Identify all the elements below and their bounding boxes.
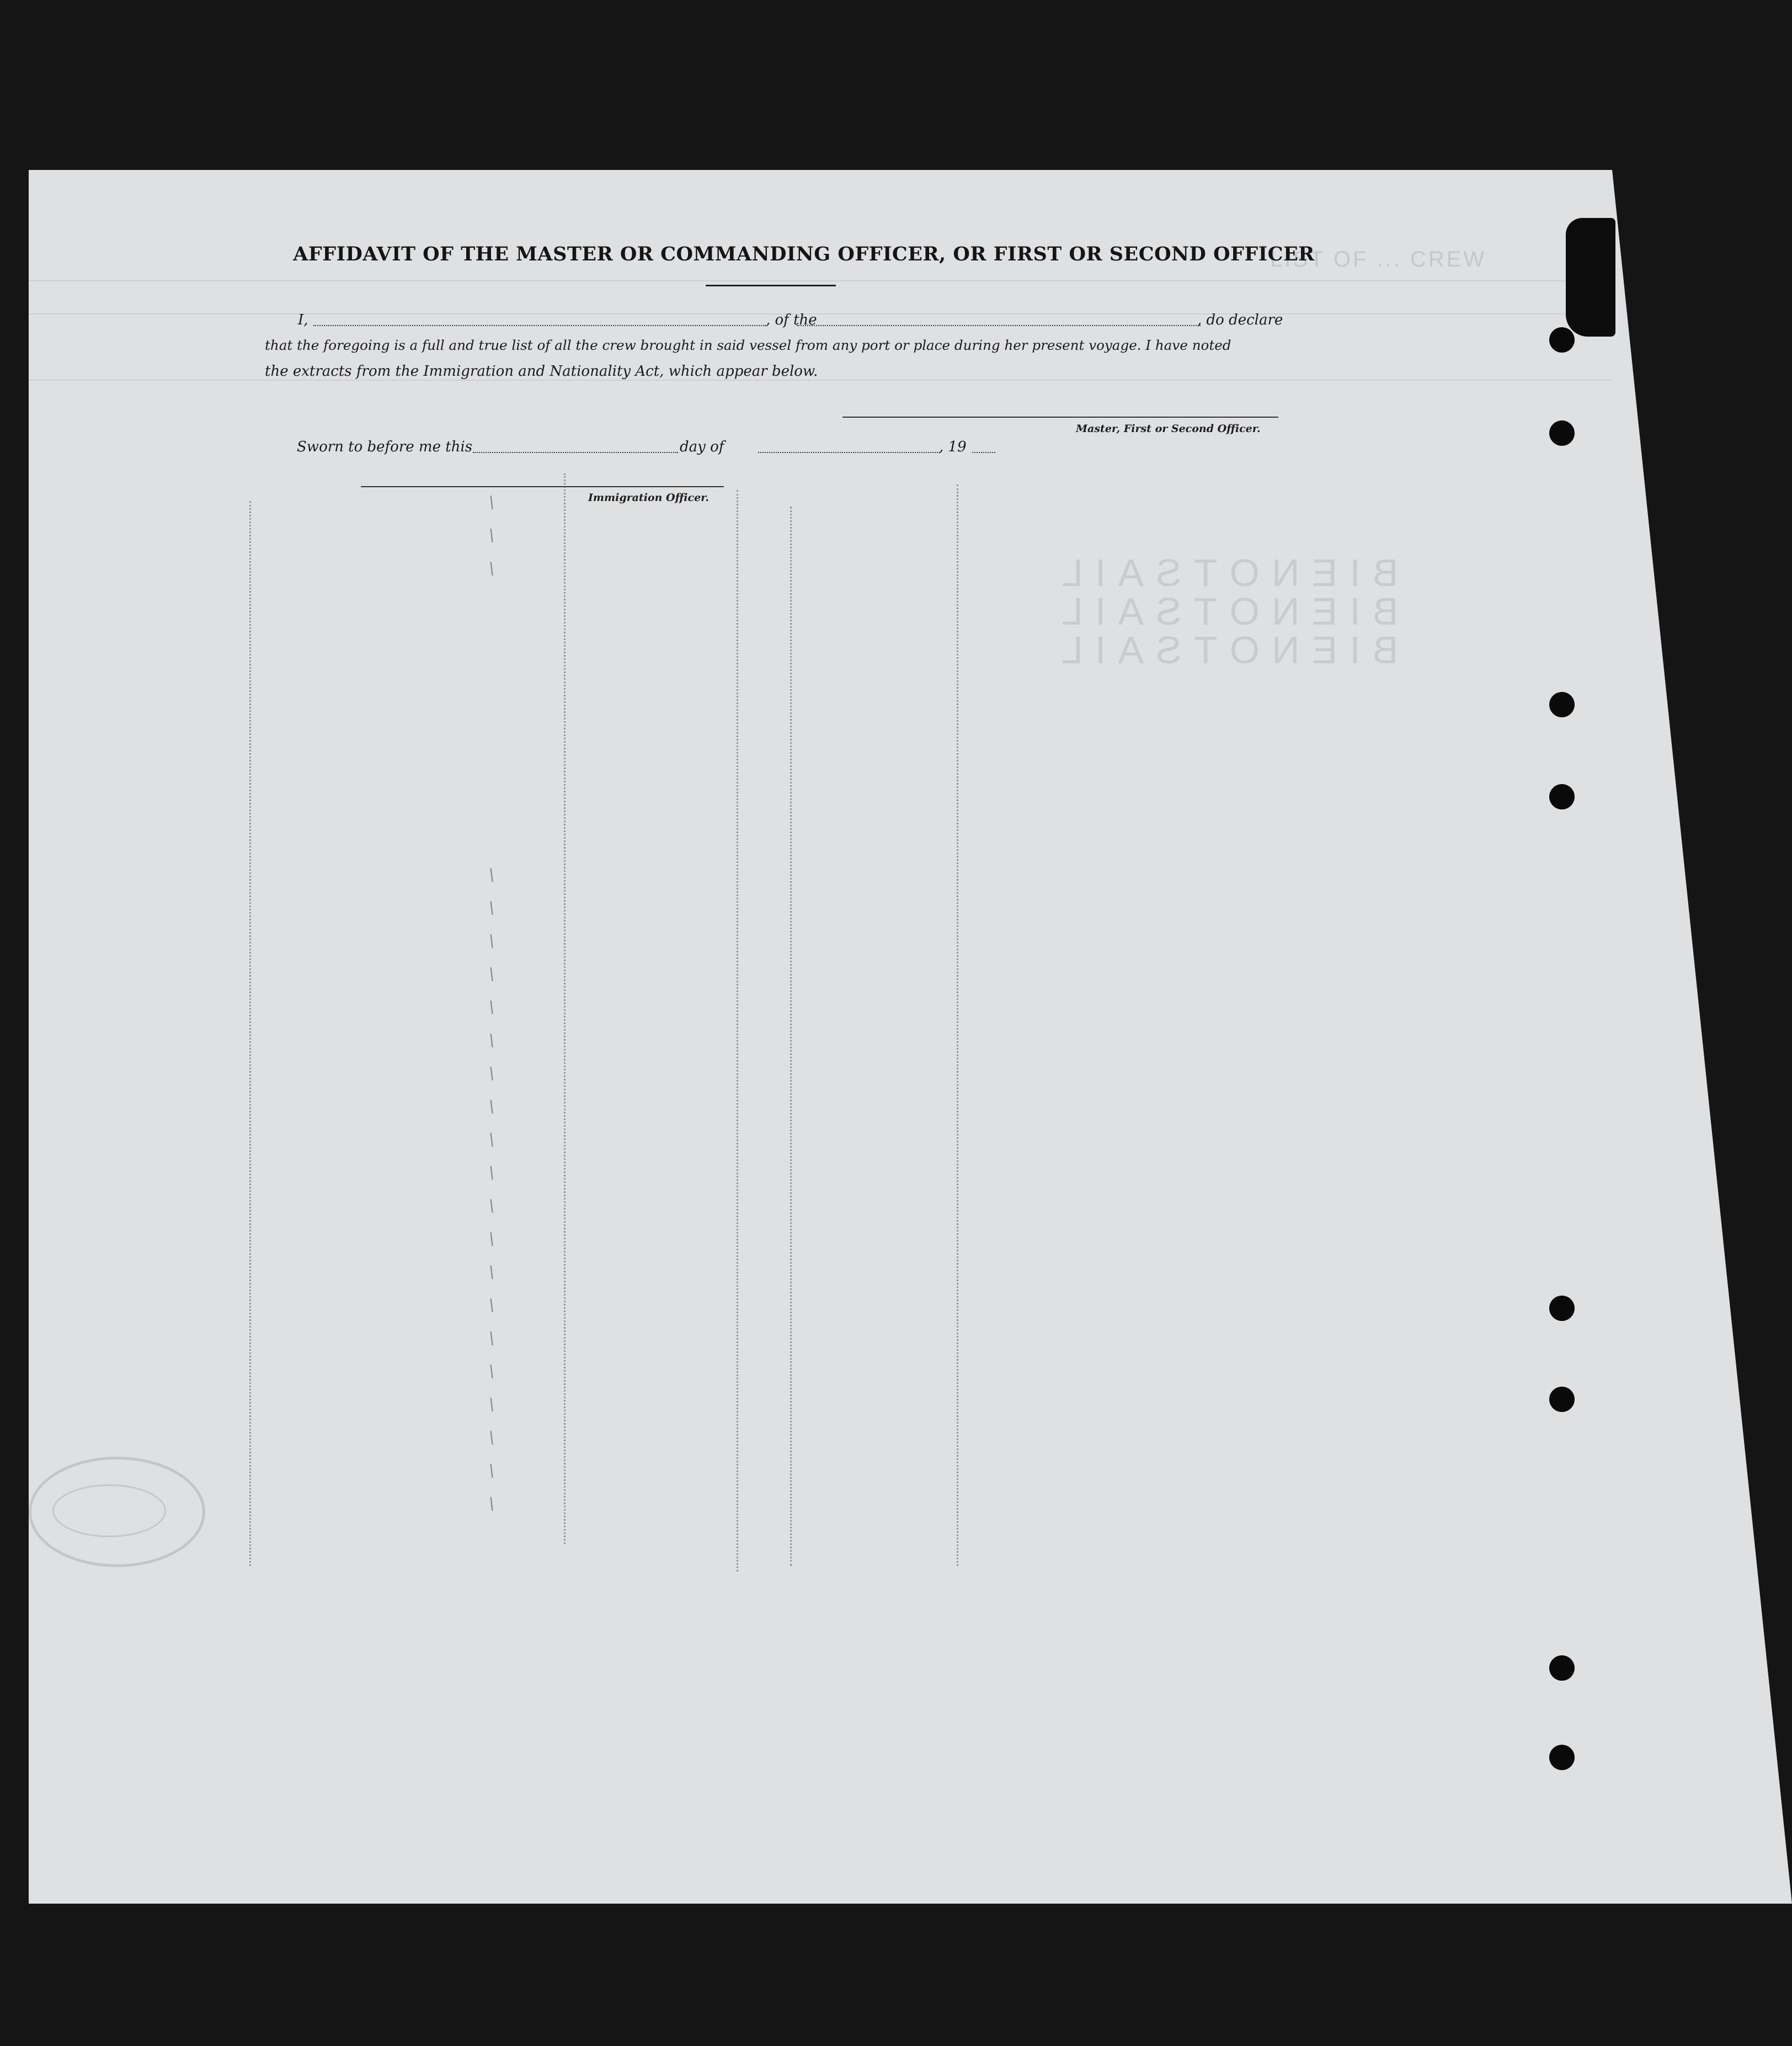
vessel-prefix: , of the [766, 312, 817, 328]
bleed-through-rule [29, 380, 1612, 381]
bleed-through-header: LIST OF ... CREW [1270, 247, 1487, 271]
vessel-name-field[interactable] [797, 325, 1201, 326]
declarant-name-field[interactable] [313, 325, 766, 326]
bleed-through-rule [29, 280, 1612, 281]
document-page [29, 170, 1612, 1904]
table-column-marker [957, 484, 958, 1566]
officer-signature-caption: Immigration Officer. [588, 492, 710, 504]
ditto-tick: \ [489, 1329, 495, 1348]
ditto-tick: \ [489, 1262, 495, 1282]
ditto-tick: \ [489, 998, 495, 1017]
bleed-through-letters: BIENOTSAIL [1049, 590, 1399, 633]
ditto-tick: \ [489, 493, 495, 512]
torn-corner [1566, 218, 1615, 337]
ditto-tick: \ [489, 1428, 495, 1447]
sworn-year-field[interactable] [972, 452, 995, 453]
bleed-through-letters: BIENOTSAIL [1049, 628, 1399, 672]
ditto-tick: \ [489, 1196, 495, 1216]
title-underline [706, 285, 836, 286]
sworn-day-label: day of [680, 439, 724, 455]
sworn-year-label: , 19 [939, 439, 967, 455]
binder-hole [1549, 784, 1575, 809]
binder-hole [1549, 1745, 1575, 1770]
ditto-tick: \ [489, 865, 495, 885]
bleed-through-rule [29, 313, 1612, 315]
table-column-marker [564, 473, 566, 1544]
ditto-tick: \ [489, 898, 495, 918]
ditto-tick: \ [489, 931, 495, 951]
ditto-tick: \ [489, 1461, 495, 1480]
ditto-tick: \ [489, 559, 495, 578]
declare-suffix: , do declare [1197, 312, 1283, 328]
ditto-tick: \ [489, 1031, 495, 1050]
binder-hole [1549, 420, 1575, 446]
declaration-text: that the foregoing is a full and true list of all the crew brought in said vessel from any port or place during her present voyage. I have noted [265, 337, 1231, 353]
table-column-marker [790, 507, 792, 1566]
ditto-tick: \ [489, 1296, 495, 1315]
ditto-tick: \ [489, 1362, 495, 1381]
master-signature-caption: Master, First or Second Officer. [1076, 423, 1261, 435]
declaration-text: the extracts from the Immigration and Nationality Act, which appear below. [265, 363, 818, 380]
bleed-through-letters: BIENOTSAIL [1049, 551, 1399, 594]
ditto-tick: \ [489, 1097, 495, 1116]
sworn-prefix: Sworn to before me this [297, 439, 473, 455]
ditto-tick: \ [489, 1064, 495, 1083]
binder-hole [1549, 327, 1575, 353]
bleed-through-stamp-inner [52, 1484, 166, 1537]
ditto-tick: \ [489, 1163, 495, 1182]
ditto-tick: \ [489, 1494, 495, 1514]
binder-hole [1549, 692, 1575, 717]
table-column-marker [737, 490, 738, 1571]
officer-signature-line[interactable] [361, 486, 724, 487]
ditto-tick: \ [489, 965, 495, 984]
ditto-tick: \ [489, 1130, 495, 1149]
sworn-day-field[interactable] [473, 452, 678, 453]
declarant-prefix: I, [298, 312, 308, 328]
master-signature-line[interactable] [842, 417, 1278, 418]
binder-hole [1549, 1387, 1575, 1412]
ditto-tick: \ [489, 1395, 495, 1414]
affidavit-title: AFFIDAVIT OF THE MASTER OR COMMANDING OFFICER, OR FIRST OR SECOND OFFICER [293, 243, 1315, 265]
binder-hole [1549, 1655, 1575, 1681]
ditto-tick: \ [489, 526, 495, 545]
binder-hole [1549, 1296, 1575, 1321]
ditto-tick: \ [489, 1229, 495, 1249]
table-column-marker [249, 501, 251, 1566]
sworn-month-field[interactable] [758, 452, 940, 453]
